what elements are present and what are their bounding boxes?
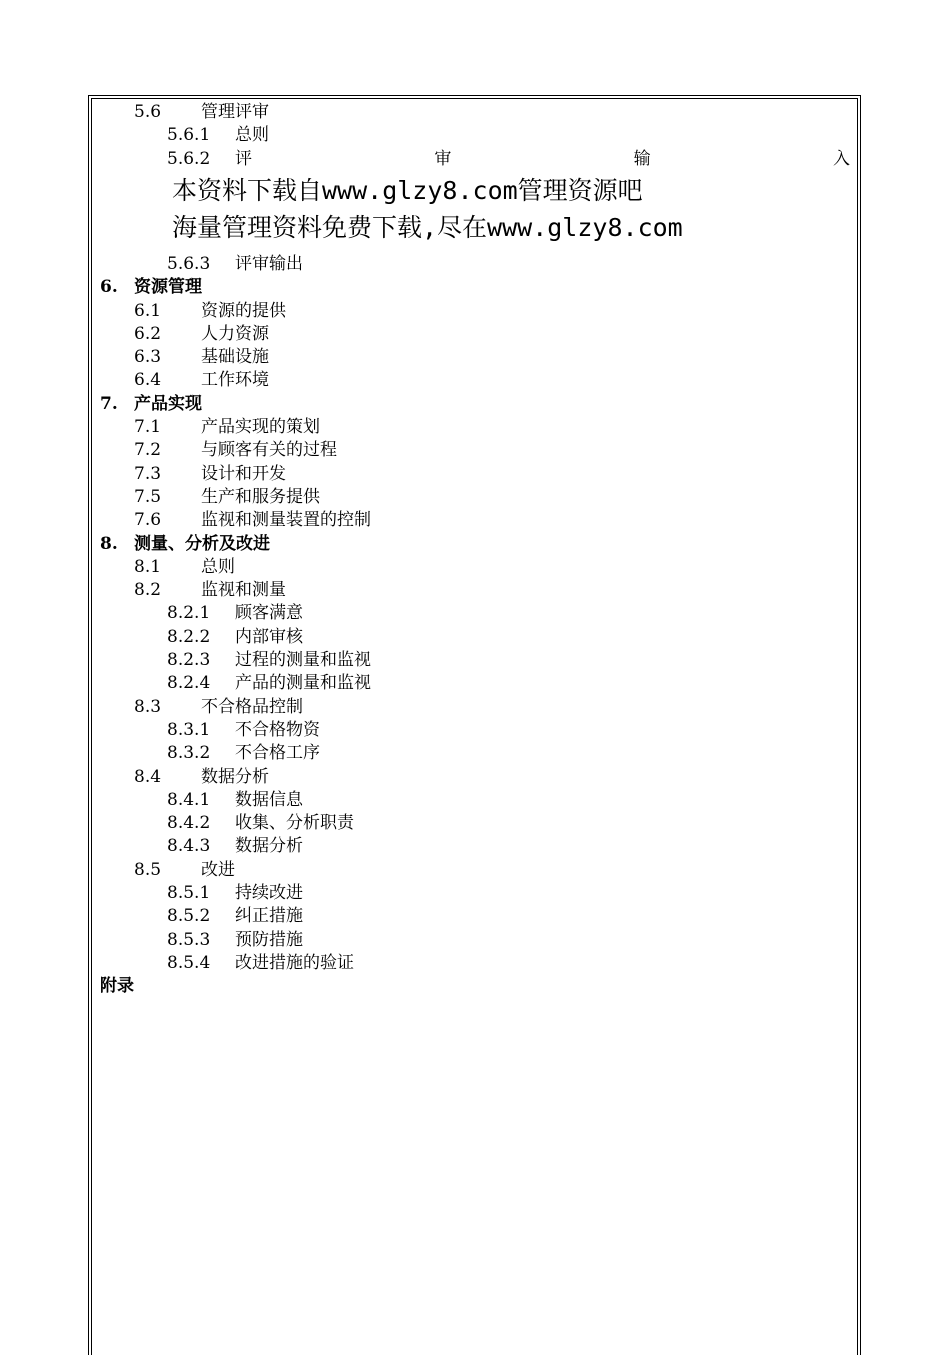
toc-entry-title: 数据分析 (201, 766, 269, 787)
toc-entry-title-char: 输 (633, 148, 651, 169)
watermark-text: 海量管理资料免费下载,尽在www.glzy8.com (172, 212, 683, 242)
toc-entry-number: 5.6.2 (167, 148, 211, 169)
toc-entry-title: 生产和服务提供 (201, 486, 320, 507)
toc-entry-number: 7.6 (134, 510, 162, 531)
toc-entry-title: 与顾客有关的过程 (201, 440, 337, 461)
toc-entry-number: 7.2 (134, 440, 162, 461)
toc-entry-number: 8.4.2 (167, 813, 211, 834)
toc-entry-title: 基础设施 (201, 347, 269, 368)
toc-entry-number: 5.6.3 (167, 253, 211, 274)
toc-entry-number: 7.1 (134, 417, 162, 437)
toc-entry-number: 8.4 (134, 766, 162, 787)
toc-entry-title-char: 入 (832, 148, 850, 169)
toc-entry-title: 不合格物资 (235, 719, 320, 740)
toc-entry-title: 监视和测量 (201, 580, 286, 601)
toc-entry-number: 8.4.3 (167, 836, 211, 857)
toc-entry-title: 产品实现的策划 (201, 417, 320, 437)
toc-entry-title: 改进措施的验证 (235, 952, 354, 973)
toc-entry-title: 纠正措施 (235, 906, 303, 927)
toc-entry-number: 6. (100, 277, 118, 298)
toc-entry-title: 收集、分析职责 (235, 813, 354, 834)
toc-entry-title: 人力资源 (201, 323, 269, 344)
toc-entry-number: 8.2.1 (167, 603, 211, 624)
toc-entry-number: 8.2.3 (167, 650, 211, 670)
toc-entry-title: 总则 (201, 556, 235, 577)
toc-entry-title: 资源的提供 (201, 300, 286, 321)
toc-entry-number: 8.2.2 (167, 626, 211, 647)
toc-entry-title: 过程的测量和监视 (235, 650, 371, 670)
toc-entry-number: 8.5.3 (167, 929, 211, 950)
toc-entry-title: 预防措施 (235, 929, 303, 950)
toc-entry-title: 持续改进 (235, 883, 303, 903)
toc-entry-title: 管理评审 (201, 102, 269, 122)
toc-entry-title: 产品的测量和监视 (235, 673, 371, 694)
toc-entry-number: 8.4.1 (167, 789, 211, 810)
toc-entry-number: 8.5.4 (167, 952, 211, 973)
toc-entry-number: 6.4 (134, 370, 162, 391)
toc-entry-title: 数据分析 (235, 836, 303, 857)
toc-entry-title: 工作环境 (201, 370, 269, 391)
toc-entry-title-char: 审 (434, 148, 452, 169)
toc-entry-title: 内部审核 (235, 626, 303, 647)
toc-entry-title (235, 148, 850, 171)
toc-entry-number: 8. (100, 533, 118, 554)
toc-entry-title: 测量、分析及改进 (134, 533, 270, 554)
toc-entry-title: 数据信息 (235, 789, 303, 810)
toc-entry-number: 5.6 (134, 102, 162, 122)
toc-entry-number: 8.5.1 (167, 883, 211, 903)
toc-entry-title: 不合格品控制 (201, 696, 303, 717)
toc-entry-number: 8.2 (134, 580, 162, 601)
appendix-heading: 附录 (100, 976, 134, 997)
toc-entry-title: 总则 (235, 125, 269, 146)
toc-entry-number: 5.6.1 (167, 125, 211, 146)
toc-entry-title: 评审输出 (235, 253, 303, 274)
toc-entry-number: 8.3.2 (167, 743, 211, 764)
toc-entry-number: 8.5 (134, 859, 162, 880)
toc-entry-number: 7.3 (134, 463, 162, 484)
toc-entry-title-char: 评 (235, 148, 252, 169)
toc-entry-number: 8.3 (134, 696, 162, 717)
toc-entry-number: 8.1 (134, 556, 162, 577)
toc-entry-title: 改进 (201, 859, 235, 880)
toc-entry-number: 7. (100, 393, 118, 414)
toc-entry-number: 8.2.4 (167, 673, 211, 694)
watermark-text: 本资料下载自www.glzy8.com管理资源吧 (172, 175, 643, 205)
toc-entry-title: 不合格工序 (235, 743, 320, 764)
toc-entry-title: 监视和测量装置的控制 (201, 510, 371, 531)
toc-entry-number: 6.1 (134, 300, 162, 321)
toc-entry-title: 资源管理 (134, 277, 202, 298)
toc-entry-title: 顾客满意 (235, 603, 303, 624)
toc-entry-number: 6.2 (134, 323, 162, 344)
toc-entry-title: 设计和开发 (201, 463, 286, 484)
toc-entry-number: 8.3.1 (167, 719, 211, 740)
toc-entry-number: 6.3 (134, 347, 162, 368)
toc-entry-title: 产品实现 (134, 393, 202, 414)
toc-entry-number: 8.5.2 (167, 906, 211, 927)
toc-entry-number: 7.5 (134, 486, 162, 507)
